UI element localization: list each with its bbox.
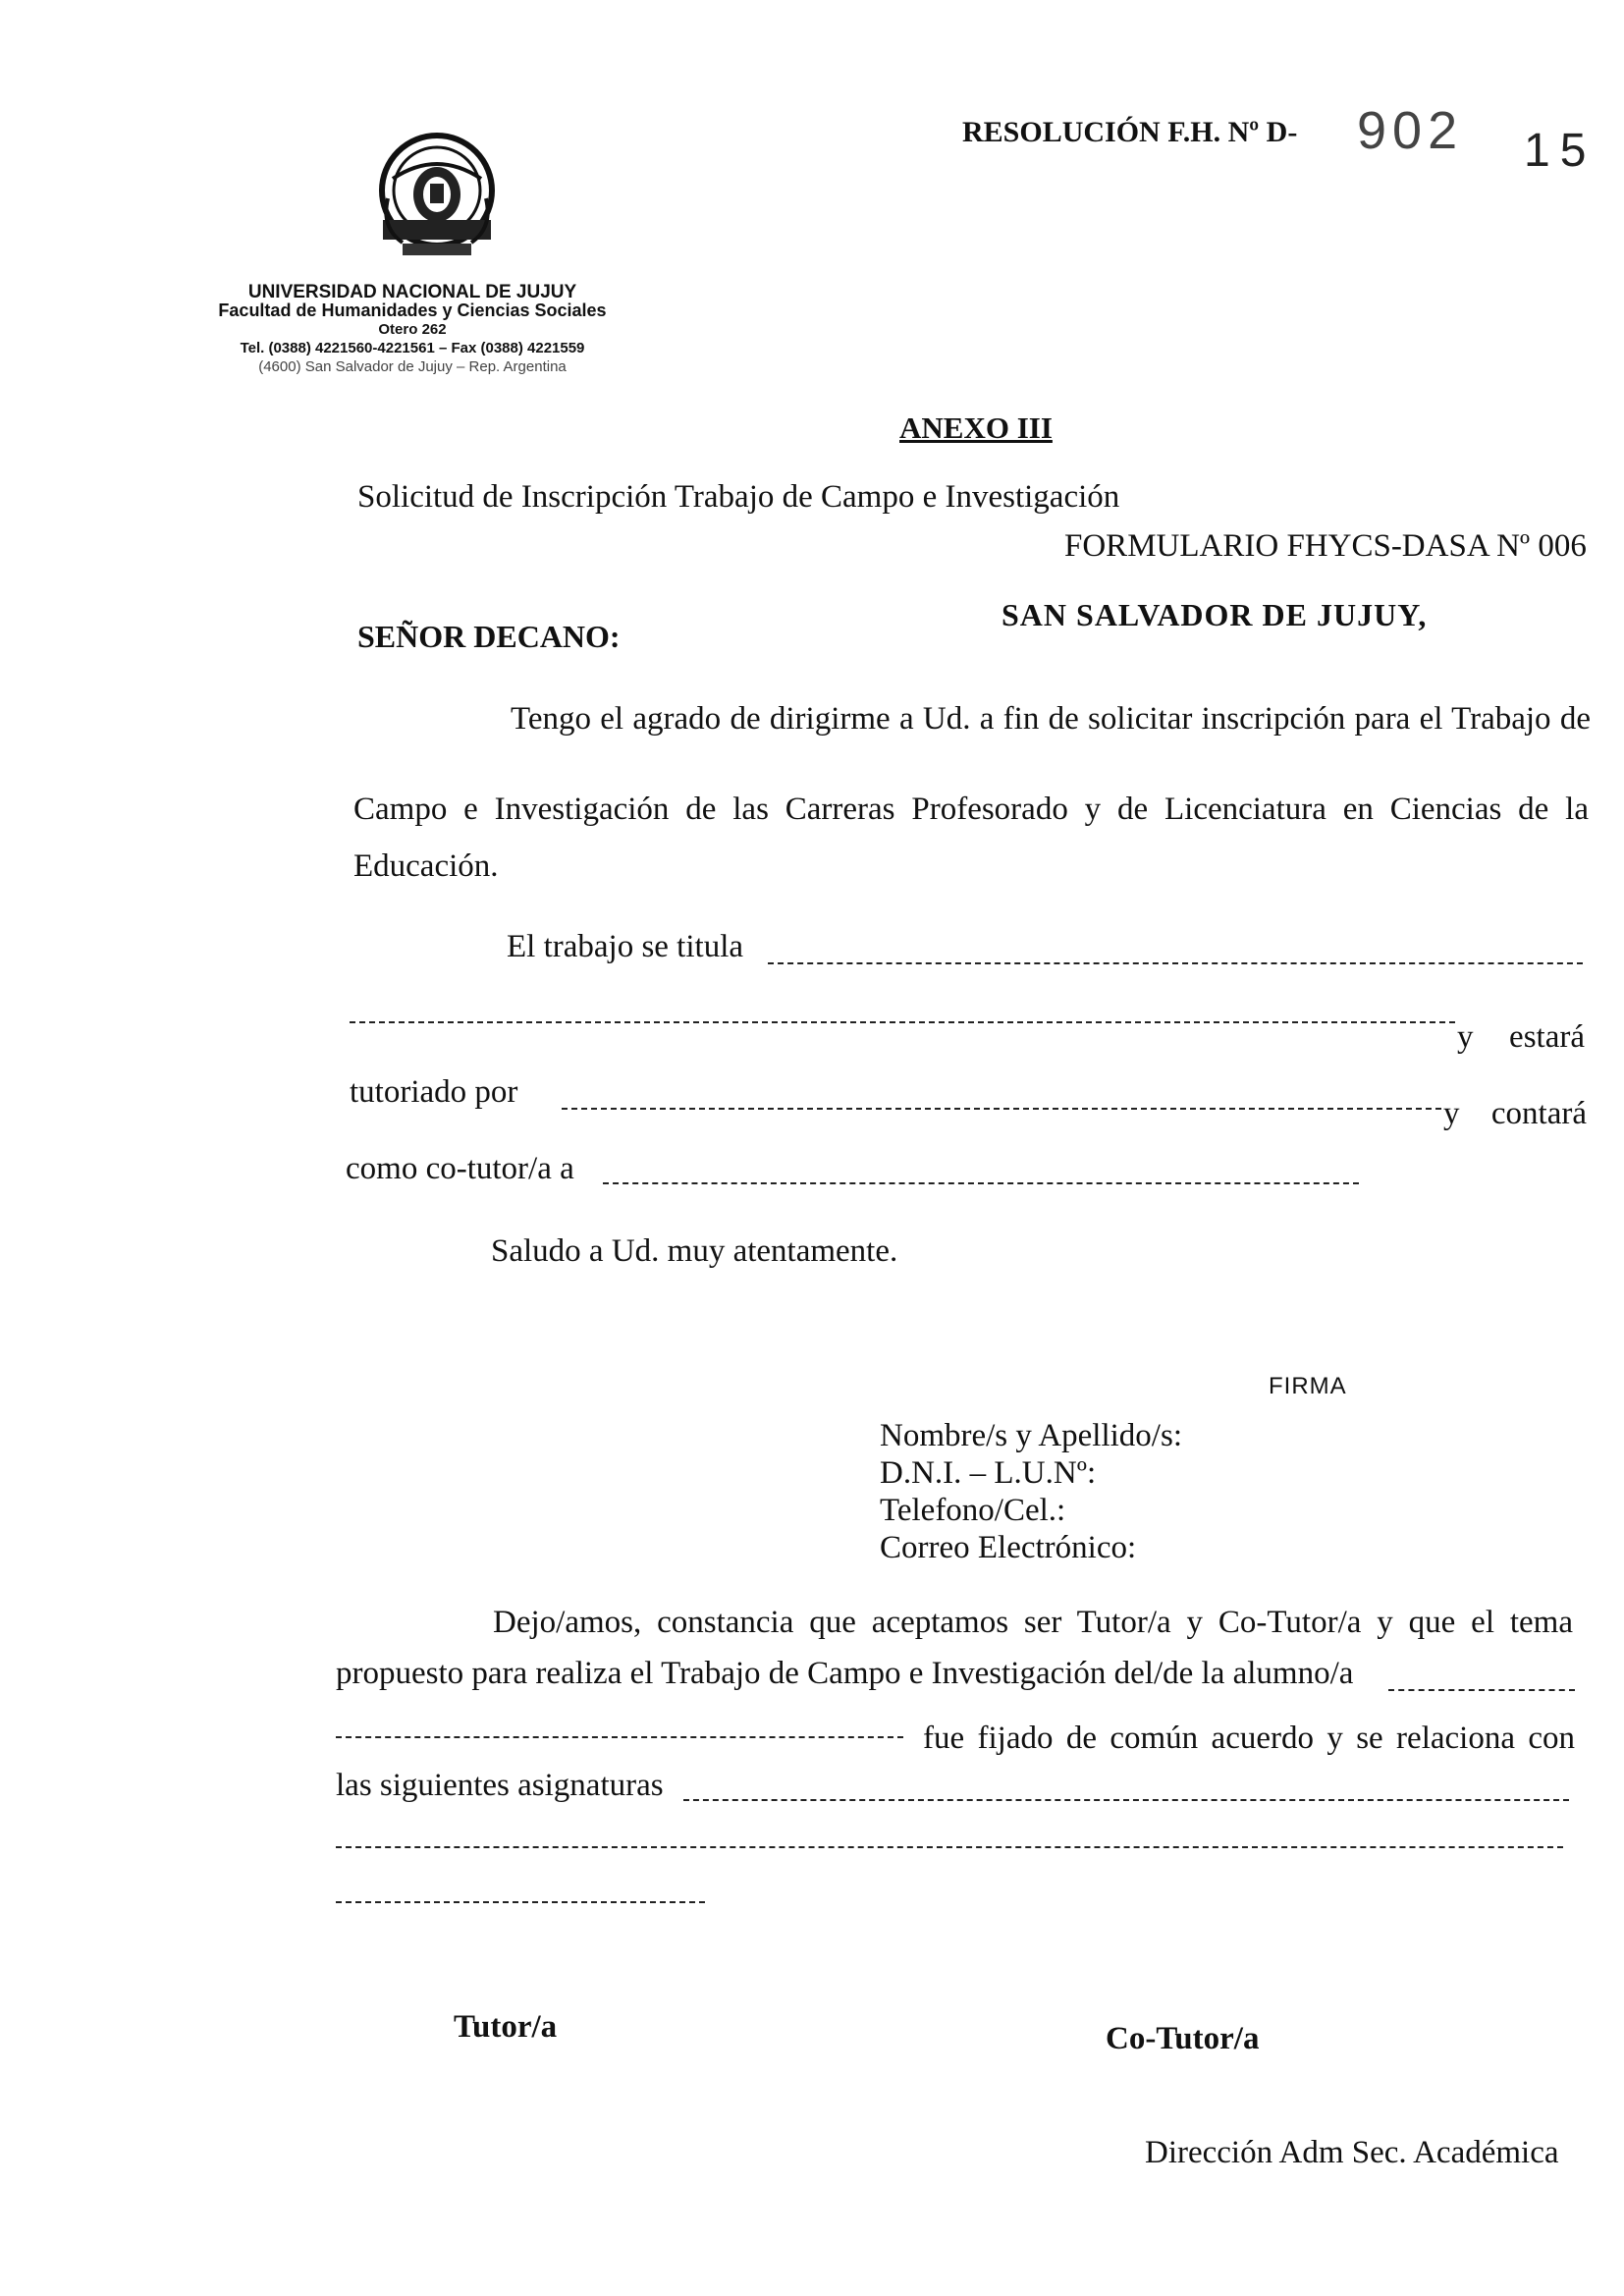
signature-dni-field[interactable]: D.N.I. – L.U.Nº: [880,1455,1097,1491]
subjects-field[interactable] [683,1799,1569,1801]
tutor-join-text: y estará [1457,1019,1585,1055]
signature-name-field[interactable]: Nombre/s y Apellido/s: [880,1418,1182,1453]
cotutor-label: como co-tutor/a a [346,1151,574,1186]
student-field[interactable] [1388,1689,1575,1691]
footer-office: Dirección Adm Sec. Académica [1145,2135,1559,2170]
student-field-continued[interactable] [336,1736,903,1738]
paragraph-line: fue fijado de común acuerdo y se relaciona con [923,1721,1575,1756]
tutor-signature-label: Tutor/a [454,2009,558,2045]
resolution-label: RESOLUCIÓN F.H. Nº D- [962,116,1298,148]
cotutor-field[interactable] [603,1182,1359,1184]
university-city: (4600) San Salvador de Jujuy – Rep. Argentina [258,358,567,375]
faculty-name: Facultad de Humanidades y Ciencias Sociales [218,301,607,320]
tutor-field[interactable] [562,1108,1441,1110]
form-subject: Solicitud de Inscripción Trabajo de Campo e Investigación [357,479,1120,515]
place-date-line: SAN SALVADOR DE JUJUY, [1001,597,1428,632]
annex-title: ANEXO III [899,410,1053,445]
university-name: UNIVERSIDAD NACIONAL DE JUJUY [247,282,577,302]
salutation: SEÑOR DECANO: [357,619,621,654]
title-label: El trabajo se titula [507,929,744,964]
paragraph-line: Dejo/amos, constancia que aceptamos ser Tutor/a y Co-Tutor/a y que el tema [493,1605,1573,1640]
cotutor-join-text: y contará [1443,1096,1587,1131]
title-field[interactable] [768,962,1583,964]
paragraph-line: Campo e Investigación de las Carreras Profesorado y de Licenciatura en Ciencias de la [353,792,1589,827]
closing-text: Saludo a Ud. muy atentamente. [491,1233,898,1269]
resolution-year: 15 [1524,125,1597,177]
university-address: Otero 262 [378,321,447,338]
tutor-label: tutoriado por [350,1074,518,1110]
paragraph-line: las siguientes asignaturas [336,1768,664,1803]
form-code: FORMULARIO FHYCS-DASA Nº 006 [1064,528,1587,564]
subjects-field-end[interactable] [336,1901,705,1903]
cotutor-signature-label: Co-Tutor/a [1106,2021,1260,2056]
university-info [157,283,668,376]
paragraph-line: propuesto para realiza el Trabajo de Campo e Investigación del/de la alumno/a [336,1656,1354,1691]
paragraph-line: Tengo el agrado de dirigirme a Ud. a fin de solicitar inscripción para el Trabajo de [511,701,1591,737]
university-seal-icon [373,130,501,277]
subjects-field-continued[interactable] [336,1846,1563,1848]
resolution-number: 902 [1357,101,1464,160]
signature-phone-field[interactable]: Telefono/Cel.: [880,1493,1066,1528]
university-phone: Tel. (0388) 4221560-4221561 – Fax (0388) 4221559 [240,340,585,356]
signature-label: FIRMA [1269,1373,1347,1399]
paragraph-line: Educación. [353,848,499,884]
title-field-continued[interactable] [350,1021,1455,1023]
signature-email-field[interactable]: Correo Electrónico: [880,1530,1137,1565]
